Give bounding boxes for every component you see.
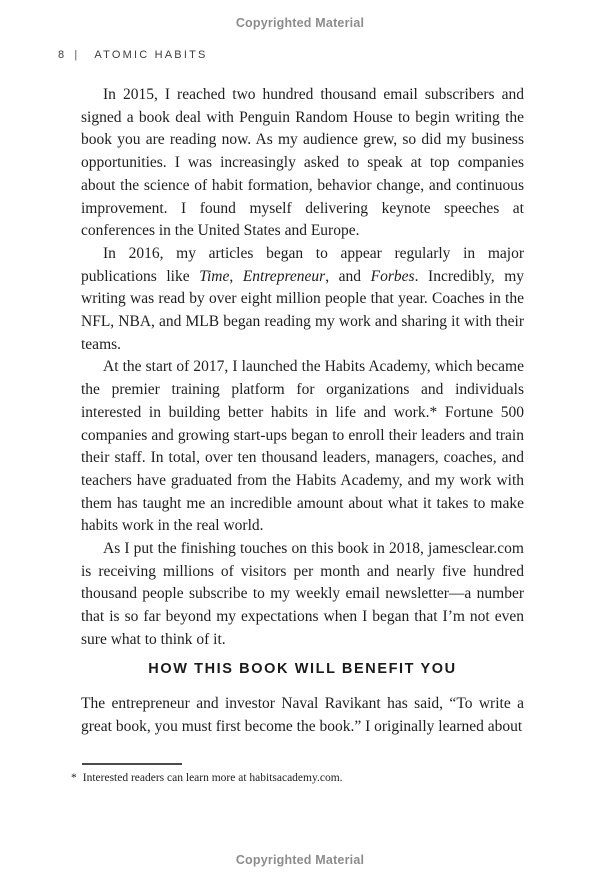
- paragraph: In 2015, I reached two hundred thousand email subscribers and signed a book deal with Penguin Random House to begin writing the book you are reading now. As my audience grew, so did my business opportunities. I was increasingly asked to speak at top companies about the science of habit formation, behavior change, and continuous improvement. I found myself delivering keynote speeches at conferences in the United States and Europe.: [81, 86, 524, 240]
- paragraph: As I put the finishing touches on this book in 2018, jamesclear.com is receiving millions of visitors per month and nearly five hundred thousand people subscribe to my weekly email newsletter—a number that is so far beyond my expectations when I began that I’m not even sure what to think of it.: [81, 540, 524, 648]
- book-title: ATOMIC HABITS: [94, 49, 208, 61]
- footnote-marker: *: [71, 772, 77, 784]
- footnote-text: Interested readers can learn more at habitsacademy.com.: [82, 772, 343, 784]
- running-header: [58, 49, 208, 61]
- copyright-notice-top: Copyrighted Material: [235, 16, 365, 30]
- paragraph: The entrepreneur and investor Naval Ravikant has said, “To write a great book, you must first become the book.” I originally learned about: [81, 695, 524, 736]
- footnote: [71, 771, 521, 786]
- section-heading: HOW THIS BOOK WILL BENEFIT YOU: [148, 661, 457, 677]
- paragraph: In 2016, my articles began to appear regularly in major publications like Time, Entrepreneur, and Forbes. Incredibly, my writing was read by over eight million people that year. Coaches in the NFL, NBA, and MLB began reading my work and sharing it with their teams.: [81, 244, 524, 353]
- copyright-notice-bottom: Copyrighted Material: [235, 853, 365, 867]
- footnote-divider: [82, 763, 182, 765]
- page-number: 8: [58, 49, 67, 61]
- header-separator: |: [74, 49, 80, 61]
- section-paragraphs: [81, 692, 524, 739]
- paragraph: At the start of 2017, I launched the Habits Academy, which became the premier training platform for organizations and individuals interested in building better habits in life and work.* Fortune 500 companies and growing start-ups began to enroll their leaders and train their staff. In total, over ten thousand leaders, managers, coaches, and teachers have graduated from the Habits Academy, and my work with them has taught me an incredible amount about what it takes to make habits work in the real world.: [81, 358, 524, 535]
- body-paragraphs: [81, 84, 524, 652]
